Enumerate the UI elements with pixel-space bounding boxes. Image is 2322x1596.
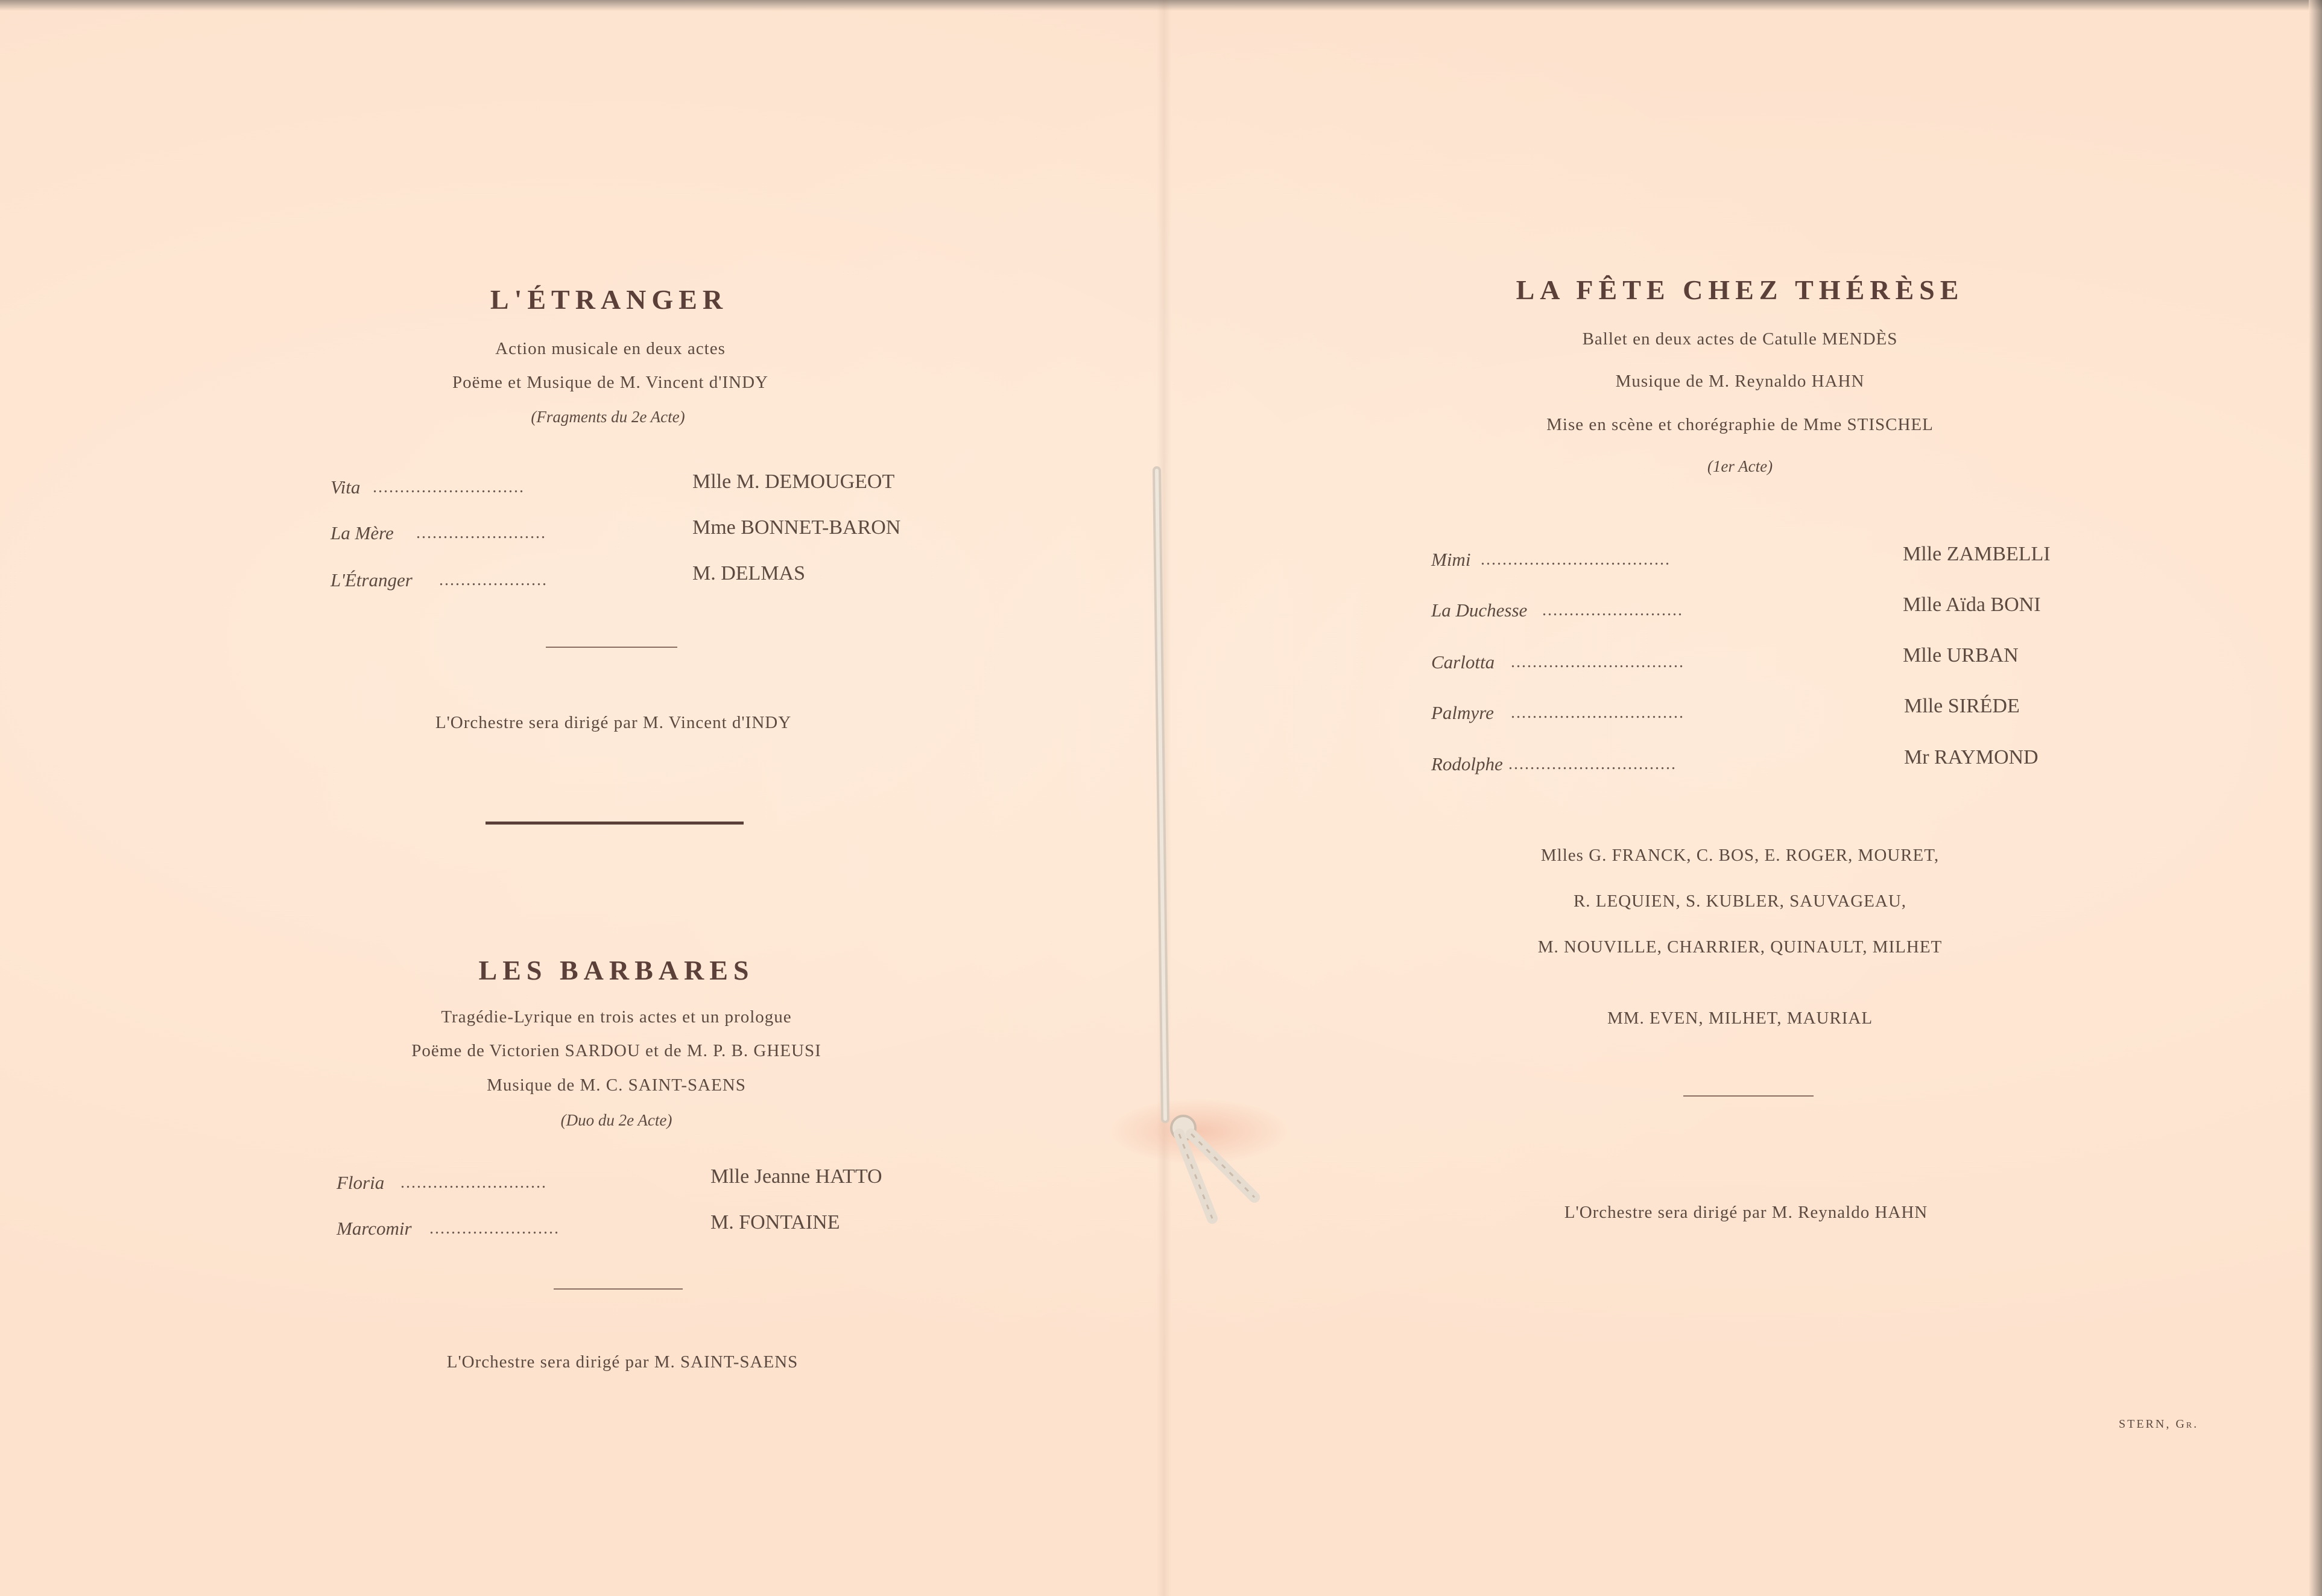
opera1-conductor: L'Orchestre sera dirigé par M. Vincent d'INDY <box>435 713 792 732</box>
printer-mark: STERN, Gr. <box>2119 1417 2199 1431</box>
cast-leader: ........................ <box>416 524 546 542</box>
cast-role: Mimi <box>1431 549 1471 570</box>
cast-leader: ........................ <box>429 1219 560 1238</box>
cast-artist: Mlle ZAMBELLI <box>1903 543 2051 565</box>
cast-artist: Mr RAYMOND <box>1904 746 2039 768</box>
divider <box>1683 1095 1814 1097</box>
cast-role: La Duchesse <box>1431 600 1528 621</box>
cast-role: Palmyre <box>1431 702 1494 723</box>
cast-artist: M. FONTAINE <box>710 1211 840 1233</box>
ballet-conductor: L'Orchestre sera dirigé par M. Reynaldo HAHN <box>1564 1203 1928 1222</box>
cast-role: Marcomir <box>337 1218 412 1239</box>
opera2-title: LES BARBARES <box>478 955 754 986</box>
ballet-note: (1er Acte) <box>1707 457 1773 475</box>
cast-artist: Mme BONNET-BARON <box>692 516 901 539</box>
right-page <box>1161 0 2322 1596</box>
opera2-music: Musique de M. C. SAINT-SAENS <box>487 1075 746 1095</box>
ensemble-line: M. NOUVILLE, CHARRIER, QUINAULT, MILHET <box>1537 937 1943 957</box>
ballet-title: LA FÊTE CHEZ THÉRÈSE <box>1516 274 1964 305</box>
opera2-conductor: L'Orchestre sera dirigé par M. SAINT-SAENS <box>446 1352 799 1372</box>
divider <box>554 1288 683 1290</box>
cast-leader: ................................... <box>1481 550 1671 569</box>
cast-leader: .......................... <box>1542 601 1683 619</box>
cast-role: La Mère <box>331 522 394 543</box>
cast-leader: ............................ <box>373 478 525 496</box>
opera1-note: (Fragments du 2e Acte) <box>531 408 685 426</box>
cast-artist: Mlle URBAN <box>1903 644 2019 667</box>
opera2-subtitle: Tragédie-Lyrique en trois actes et un prologue <box>441 1007 792 1027</box>
opera2-note: (Duo du 2e Acte) <box>560 1111 672 1129</box>
cast-role: Carlotta <box>1431 651 1495 673</box>
cast-artist: M. DELMAS <box>692 562 806 584</box>
opera1-credits: Poëme et Musique de M. Vincent d'INDY <box>452 373 769 392</box>
cast-role: Floria <box>337 1172 385 1193</box>
cast-leader: .................... <box>439 571 548 589</box>
section-divider <box>486 822 744 825</box>
cast-artist: Mlle SIRÉDE <box>1904 695 2020 717</box>
cast-leader: ........................... <box>400 1173 547 1192</box>
opera1-title: L'ÉTRANGER <box>490 284 729 315</box>
cast-role: Rodolphe <box>1431 753 1503 774</box>
cast-leader: ................................ <box>1511 703 1685 722</box>
ballet-music: Musique de M. Reynaldo HAHN <box>1615 372 1865 391</box>
cast-role: L'Étranger <box>331 569 413 591</box>
cast-artist: Mlle Aïda BONI <box>1903 594 2041 616</box>
cast-leader: ................................ <box>1511 653 1685 671</box>
ensemble-line: Mlles G. FRANCK, C. BOS, E. ROGER, MOURET, <box>1540 846 1940 865</box>
cast-artist: Mlle Jeanne HATTO <box>710 1165 882 1188</box>
opera1-subtitle: Action musicale en deux actes <box>495 339 726 358</box>
ensemble-line: MM. EVEN, MILHET, MAURIAL <box>1607 1009 1873 1028</box>
opera2-credits: Poëme de Victorien SARDOU et de M. P. B. GHEUSI <box>411 1041 821 1060</box>
ensemble-line: R. LEQUIEN, S. KUBLER, SAUVAGEAU, <box>1573 891 1907 911</box>
cast-role: Vita <box>331 477 361 498</box>
ballet-staging: Mise en scène et chorégraphie de Mme STISCHEL <box>1546 415 1934 434</box>
cast-leader: ............................... <box>1508 755 1677 773</box>
cast-artist: Mlle M. DEMOUGEOT <box>692 470 895 493</box>
divider <box>546 647 677 648</box>
ballet-subtitle: Ballet en deux actes de Catulle MENDÈS <box>1582 329 1898 349</box>
